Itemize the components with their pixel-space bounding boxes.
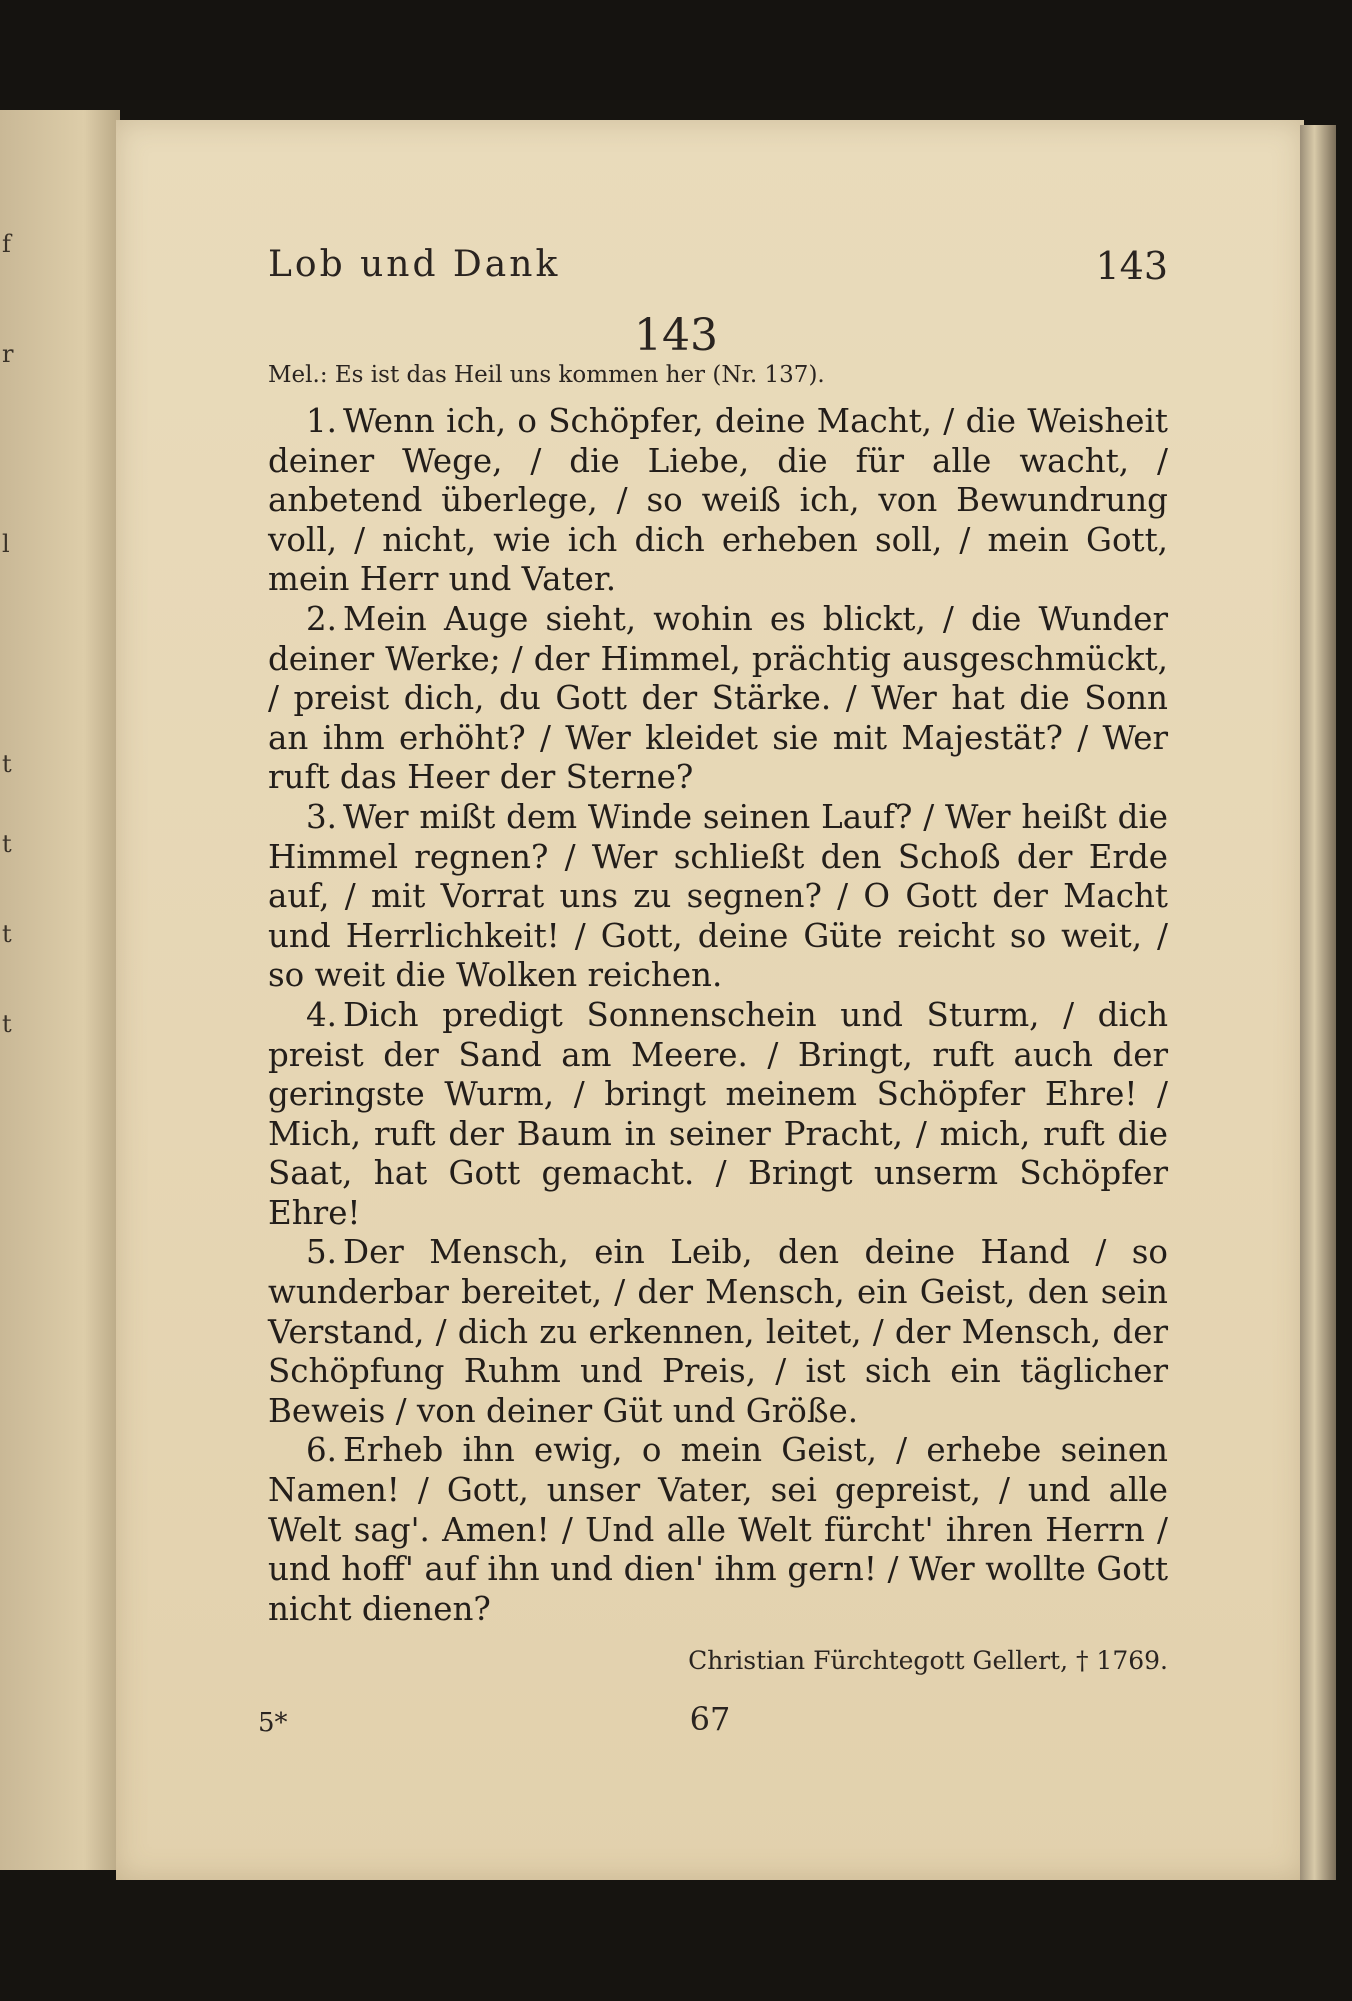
edge-mark: f	[2, 230, 11, 258]
hymn-verses	[268, 402, 1168, 1629]
verse-number: 6.	[306, 1431, 338, 1470]
verse	[268, 1431, 1168, 1629]
edge-mark: t	[2, 750, 12, 778]
author-attribution: Christian Fürchtegott Gellert, † 1769.	[688, 1646, 1168, 1675]
hymn-number: 143	[634, 310, 718, 361]
verse	[268, 996, 1168, 1234]
verse-text: Der Mensch, ein Leib, den deine Hand / so wunderbar bereitet, / der Mensch, ein Geist, den sein Verstand, / dich zu erkennen, leitet, / der Mensch, der Schöpfung Ruhm und Preis, / ist sich ein täglicher Beweis / von deiner Güt und Größe.	[268, 1233, 1168, 1430]
verse-number: 4.	[306, 995, 338, 1034]
edge-mark: l	[2, 530, 10, 558]
melody-reference: Mel.: Es ist das Heil uns kommen her (Nr. 137).	[268, 362, 825, 388]
edge-mark: t	[2, 1010, 12, 1038]
verse	[268, 600, 1168, 798]
verse-text: Dich predigt Sonnenschein und Sturm, / dich preist der Sand am Meere. / Bringt, ruft auch der geringste Wurm, / bringt meinem Schöpfer Ehre! / Mich, ruft der Baum in seiner Pracht, / mich, ruft die Saat, hat Gott gemacht. / Bringt unserm Schöpfer Ehre!	[268, 995, 1168, 1232]
running-head	[268, 244, 1168, 294]
left-page-edge	[0, 110, 120, 1870]
verse-number: 5.	[306, 1233, 338, 1272]
edge-mark: r	[2, 340, 14, 368]
edge-mark: t	[2, 920, 12, 948]
verse	[268, 402, 1168, 600]
verse-text: Wer mißt dem Winde seinen Lauf? / Wer heißt die Himmel regnen? / Wer schließt den Schoß der Erde auf, / mit Vorrat uns zu segnen? / O Gott der Macht und Herrlichkeit! / Gott, deine Güte reicht so weit, / so weit die Wolken reichen.	[268, 797, 1168, 995]
verse-text: Wenn ich, o Schöpfer, deine Macht, / die Weisheit deiner Wege, / die Liebe, die für alle wacht, / anbetend überlege, / so weiß ich, von Bewundrung voll, / nicht, wie ich dich erheben soll, / mein Gott, mein Herr und Vater.	[268, 402, 1168, 599]
verse-number: 1.	[306, 402, 338, 440]
running-head-page-number: 143	[1095, 244, 1168, 288]
verse-text: Mein Auge sieht, wohin es blickt, / die Wunder deiner Werke; / der Himmel, prächtig ausgeschmückt, / preist dich, du Gott der Stärke. / Wer hat die Sonn an ihm erhöht? / Wer kleidet sie mit Majestät? / Wer ruft das Heer der Sterne?	[268, 599, 1168, 797]
page-stack-edge	[1300, 125, 1336, 1880]
edge-mark: t	[2, 830, 12, 858]
verse-number: 3.	[306, 797, 338, 836]
verse-number: 2.	[306, 599, 338, 638]
verse-text: Erheb ihn ewig, o mein Geist, / erhebe seinen Namen! / Gott, unser Vater, sei gepreist, / und alle Welt sag'. Amen! / Und alle Welt fürcht' ihren Herrn / und hoff' auf ihn und dien' ihm gern! / Wer wollte Gott nicht dienen?	[268, 1431, 1168, 1628]
sheet-signature: 5*	[258, 1708, 288, 1738]
running-head-title: Lob und Dank	[268, 244, 561, 285]
scan-background	[0, 0, 1352, 100]
verse	[268, 798, 1168, 996]
verse	[268, 1233, 1168, 1431]
footer-page-number: 67	[689, 1700, 731, 1738]
